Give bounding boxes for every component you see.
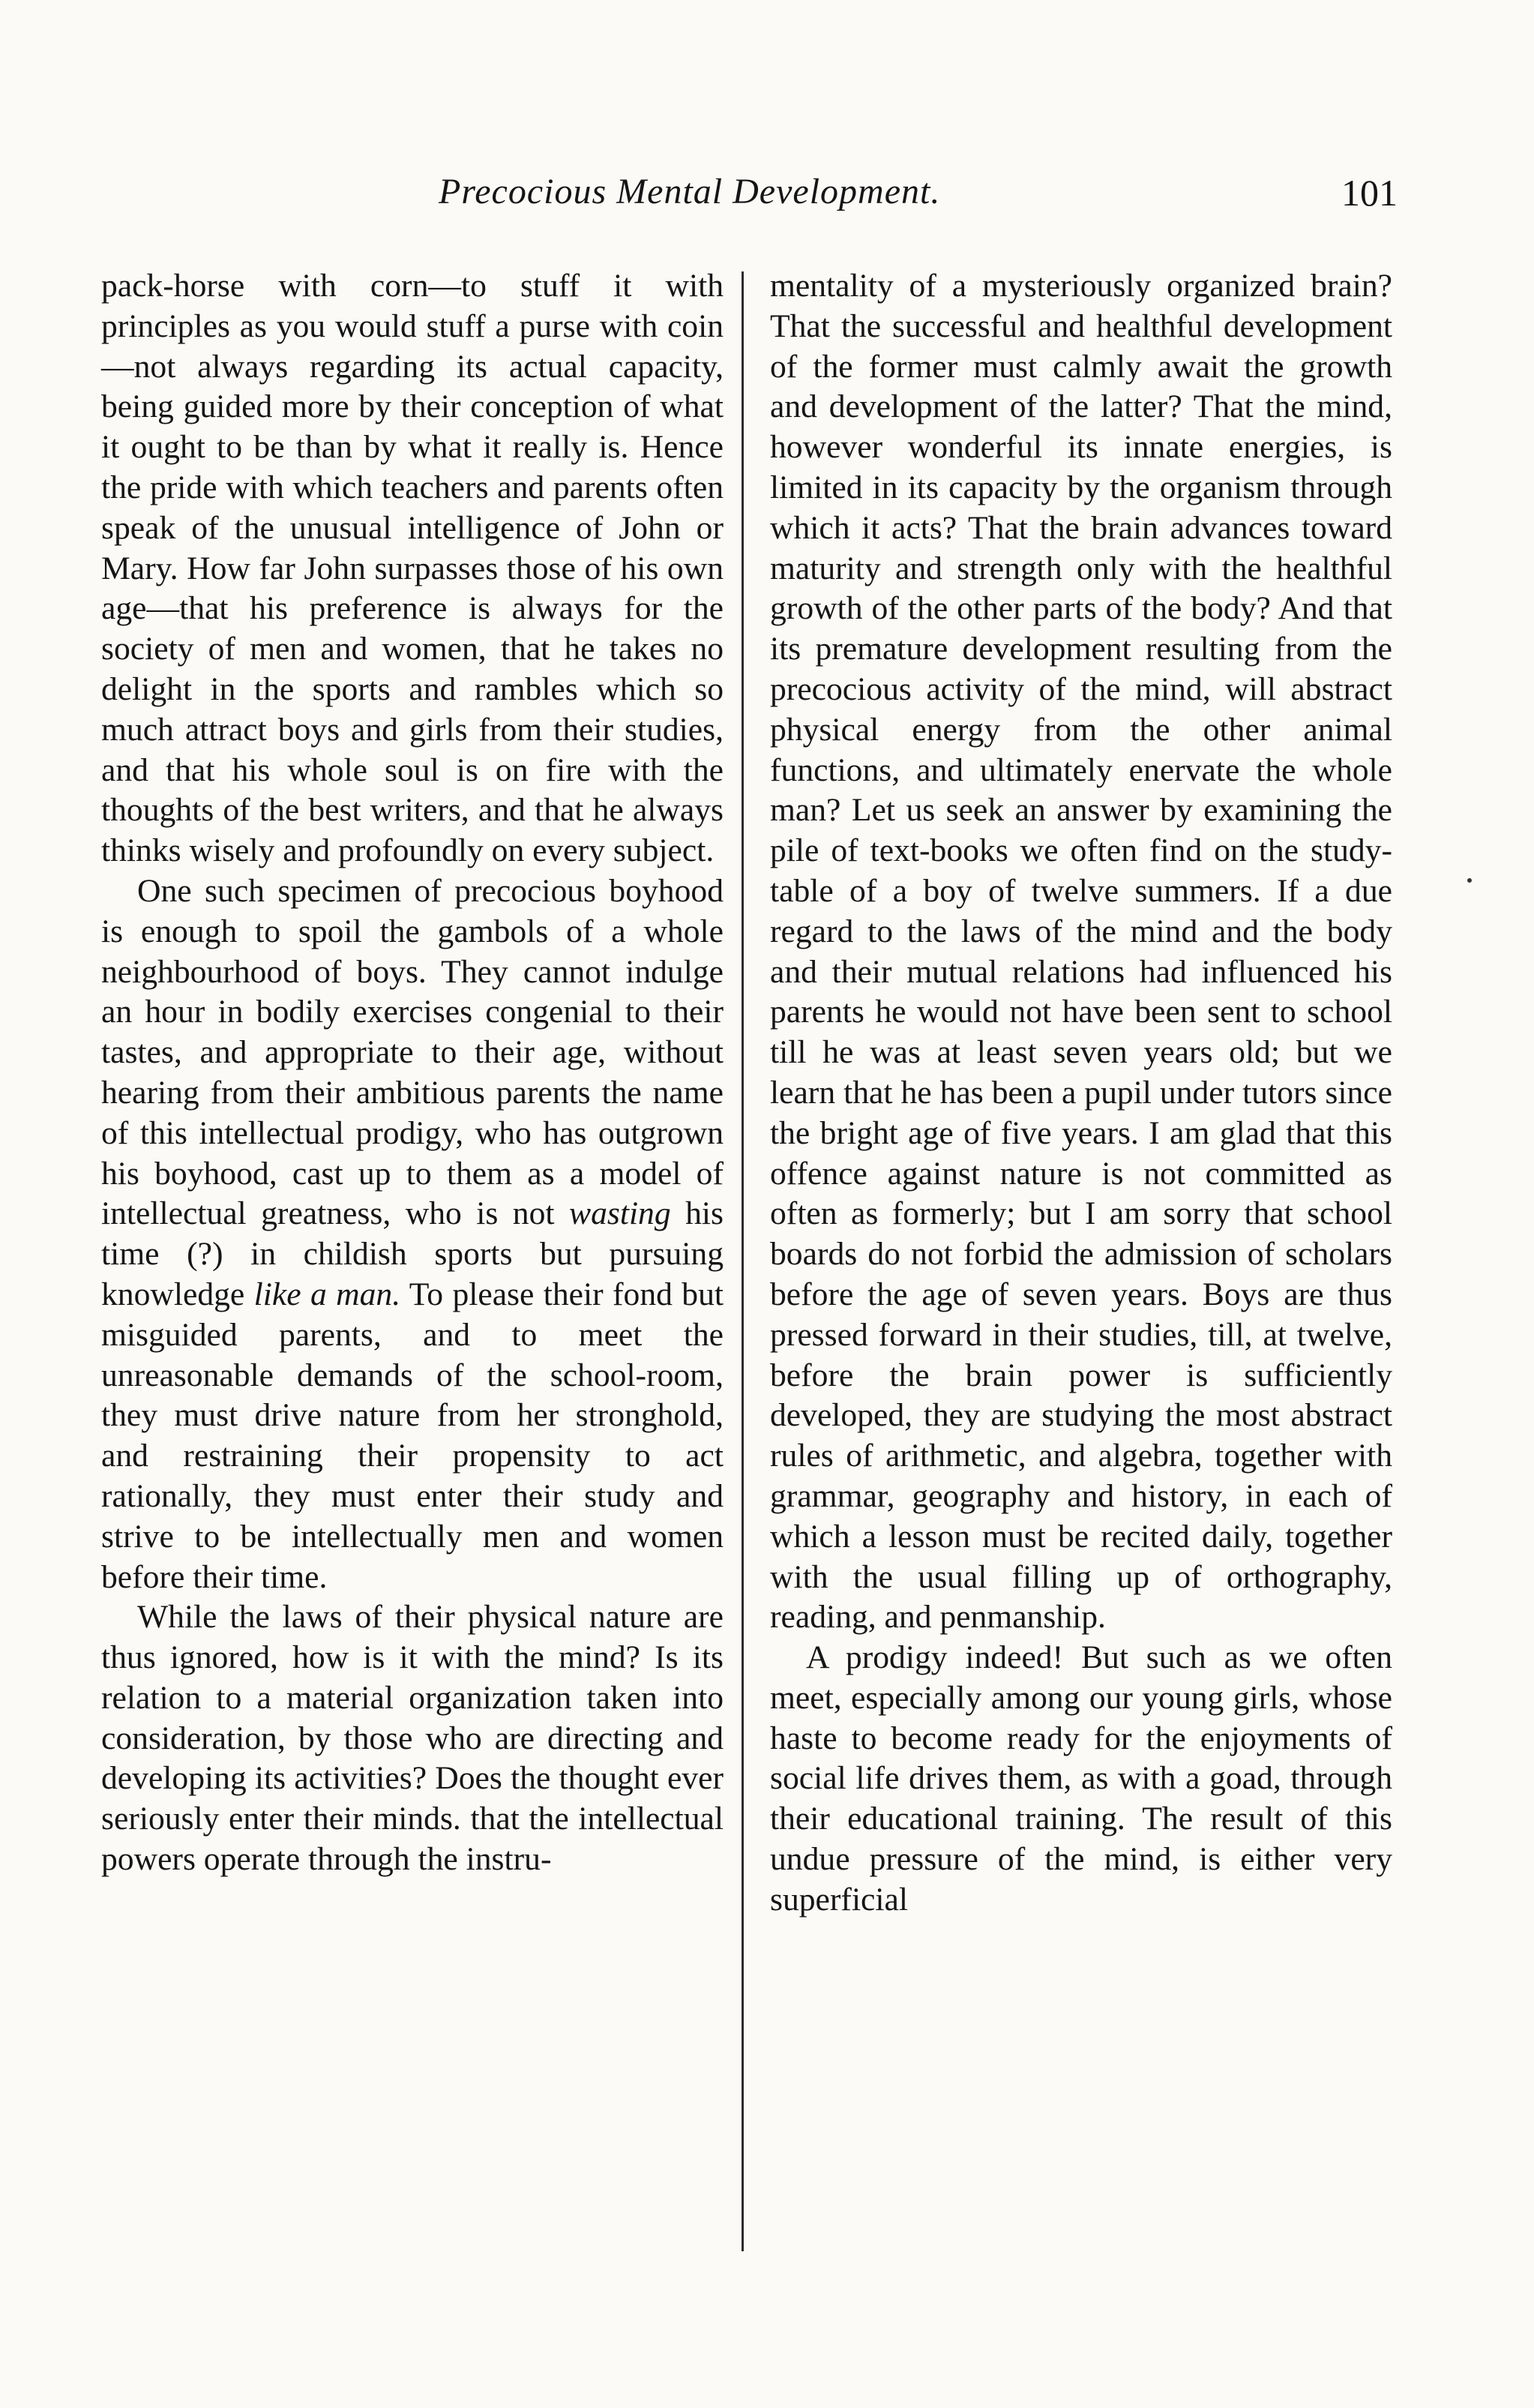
running-header (0, 171, 1534, 223)
italic-wasting: wasting (569, 1195, 671, 1232)
print-speck (1467, 878, 1472, 883)
right-paragraph-1: mentality of a mysteriously organized brain? That the successful and healthful development of the former must calmly await the growth and development of the latter? That the mind, however wonderful its innate energies, is limited in its capacity by the organism through which it acts? That the brain advances toward maturity and strength only with the healthful growth of the other parts of the body? And that its premature development resulting from the precocious activity of the mind, will abstract physical energy from the other animal functions, and ultimately enervate the whole man? Let us seek an answer by examining the pile of text-books we often find on the study-table of a boy of twelve summers. If a due regard to the laws of the mind and the body and their mutual relations had influenced his parents he would not have been sent to school till he was at least seven years old; but we learn that he has been a pupil under tutors since the bright age of five years. I am glad that this offence against nature is not committed as often as formerly; but I am sorry that school boards do not forbid the admission of scholars before the age of seven years. Boys are thus pressed forward in their studies, till, at twelve, before the brain power is sufficiently developed, they are studying the most abstract rules of arithmetic, and algebra, together with grammar, geography and history, in each of which a lesson must be recited daily, together with the usual filling up of orthography, reading, and penmanship. (770, 268, 1392, 1636)
right-column (770, 266, 1392, 1921)
right-paragraph-2: A prodigy indeed! But such as we often meet, especially among our young girls, whose haste to become ready for the enjoyments of social life drives them, as with a goad, through their educational training. The result of this undue pressure of the mind, is either very superficial (770, 1639, 1392, 1918)
running-title: Precocious Mental Development. (439, 172, 941, 211)
italic-like-a-man: like a man. (253, 1276, 401, 1312)
left-paragraph-2-end: To please their fond but misguided parents, and to meet the unreasonable demands of the school-room, they must drive nature from her stronghold, and restraining their propensity to act rationally, they must enter their study and strive to be intellectually men and women before their time. (101, 1276, 724, 1595)
left-paragraph-2 (101, 871, 724, 1597)
left-paragraph-1: pack-horse with corn—to stuff it with principles as you would stuff a purse with coin—not always regarding its actual capacity, being guided more by their conception of what it ought to be than by what it really is. Hence the pride with which teachers and parents often speak of the unusual intelligence of John or Mary. How far John surpasses those of his own age—that his preference is always for the society of men and women, that he takes no delight in the sports and rambles which so much attract boys and girls from their studies, and that his whole soul is on fire with the thoughts of the best writers, and that he always thinks wisely and profoundly on every subject. (101, 268, 724, 869)
left-paragraph-2-mid: his time (?) in childish sports but pursuing knowledge (101, 1195, 724, 1312)
left-column (101, 266, 724, 1880)
column-divider (742, 271, 744, 2251)
page-number: 101 (1341, 172, 1398, 214)
left-paragraph-3: While the laws of their physical nature are thus ignored, how is it with the mind? Is its relation to a material organization taken into consideration, by those who are directing and developing its activities? Does the thought ever seriously enter their minds. that the intellectual powers operate through the instru- (101, 1599, 724, 1878)
left-paragraph-2-start: One such specimen of precocious boyhood is enough to spoil the gambols of a whole neighbourhood of boys. They cannot indulge an hour in bodily exercises congenial to their tastes, and appropriate to their age, without hearing from their ambitious parents the name of this intellectual prodigy, who has outgrown his boyhood, cast up to them as a model of intellectual greatness, who is not (101, 872, 724, 1232)
